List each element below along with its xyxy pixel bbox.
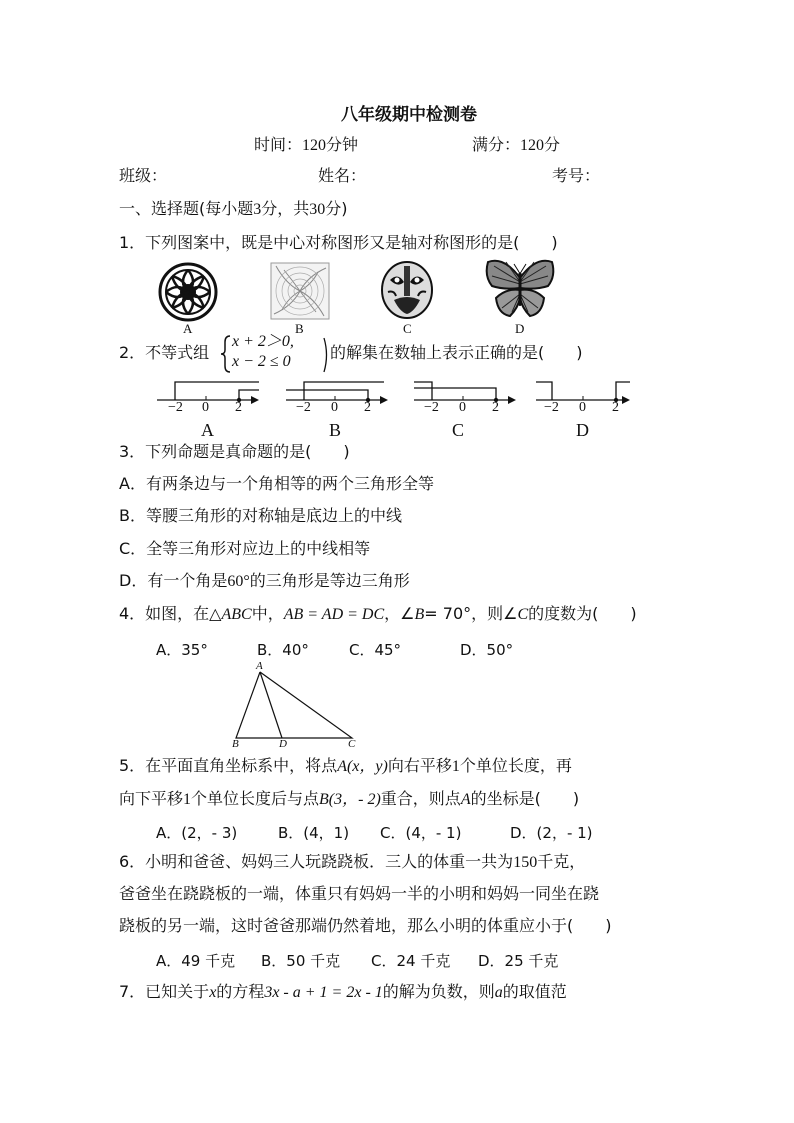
tick-label: 0 [579,400,586,415]
inequality-1: x + 2＞0, [232,333,294,350]
q3-option-b: B．等腰三角形的对称轴是底边上的中线 [119,506,402,525]
q1-label-b: B [295,321,304,336]
vertex-label-d: D [279,738,287,750]
q4-option-a: A．35° [156,641,208,659]
q4-option-d: D．50° [460,641,514,659]
q5-option-b: B．(4，1) [278,824,350,842]
q1-figure-c [380,260,434,320]
question-6-line-3: 跷板的另一端，这时爸爸那端仍然着地，那么小明的体重应小于( ) [119,916,612,935]
q2-label-d: D [576,420,589,440]
q3-option-a: A．有两条边与一个角相等的两个三角形全等 [119,474,434,493]
inequality-2: x − 2 ≤ 0 [232,353,291,370]
tick-label: 2 [364,400,371,415]
question-2-stem-b: 的解集在数轴上表示正确的是( ) [330,343,583,362]
q2-label-a: A [201,420,214,440]
question-7-line-1: 7．已知关于x的方程3x - a + 1 = 2x - 1的解为负数，则a的取值范 [119,982,567,1001]
question-2-stem-a: 2．不等式组 [119,343,210,362]
question-5-line-1: 5．在平面直角坐标系中，将点A(x，y)向右平移1个单位长度，再 [119,756,572,775]
tick-label: −2 [424,400,439,415]
tick-label: −2 [544,400,559,415]
q1-figure-a [158,262,218,322]
tick-label: 0 [331,400,338,415]
q2-label-c: C [452,420,465,440]
q1-label-a: A [183,321,193,336]
q6-option-c: C．24 千克 [371,952,451,970]
exam-time: 时间：120分钟 [254,135,359,154]
q1-label-c: C [403,321,412,336]
question-5-line-2: 向下平移1个单位长度后与点B(3，- 2)重合，则点A的坐标是( ) [119,789,580,808]
vertex-label-a: A [256,660,263,672]
question-4-stem: 4．如图，在△ABC中，AB = AD = DC，∠B= 70°，则∠C的度数为( ) [119,604,637,623]
tick-label: 2 [235,400,242,415]
question-6-line-2: 爸爸坐在跷跷板的一端，体重只有妈妈一半的小明和妈妈一同坐在跷 [119,884,600,903]
q6-option-b: B．50 千克 [261,952,341,970]
question-6-line-1: 6．小明和爸爸、妈妈三人玩跷跷板．三人的体重一共为150千克， [119,852,586,871]
system-close-paren [322,336,330,374]
triangle-figure [228,660,368,754]
tick-label: −2 [168,400,183,415]
name-field: 姓名： [318,166,367,185]
q3-option-c: C．全等三角形对应边上的中线相等 [119,539,371,558]
class-field: 班级： [119,166,168,185]
page-title: 八年级期中检测卷 [341,105,477,125]
tick-label: 0 [202,400,209,415]
vertex-label-c: C [348,738,356,750]
q6-option-a: A．49 千克 [156,952,236,970]
q5-option-c: C．(4，- 1) [380,824,462,842]
q3-option-d: D．有一个角是60°的三角形是等边三角形 [119,571,410,590]
q5-option-d: D．(2，- 1) [510,824,593,842]
vertex-label-b: B [232,738,239,750]
q1-label-d: D [515,321,525,336]
question-3-stem: 3．下列命题是真命题的是( ) [119,442,350,461]
q1-figure-b [270,262,330,320]
q4-option-c: C．45° [349,641,402,659]
exam-full-score: 满分：120分 [472,135,561,154]
tick-label: −2 [296,400,311,415]
q1-figure-d [484,258,556,320]
section-heading: 一、选择题(每小题3分，共30分) [119,199,348,218]
question-1-stem: 1．下列图案中，既是中心对称图形又是轴对称图形的是( ) [119,233,558,252]
q4-option-b: B．40° [257,641,309,659]
tick-label: 2 [492,400,499,415]
q6-option-d: D．25 千克 [478,952,559,970]
system-brace-icon [220,334,232,374]
tick-label: 0 [459,400,466,415]
exam-number-field: 考号： [552,166,601,185]
q5-option-a: A．(2，- 3) [156,824,238,842]
tick-label: 2 [612,400,619,415]
q2-label-b: B [329,420,342,440]
